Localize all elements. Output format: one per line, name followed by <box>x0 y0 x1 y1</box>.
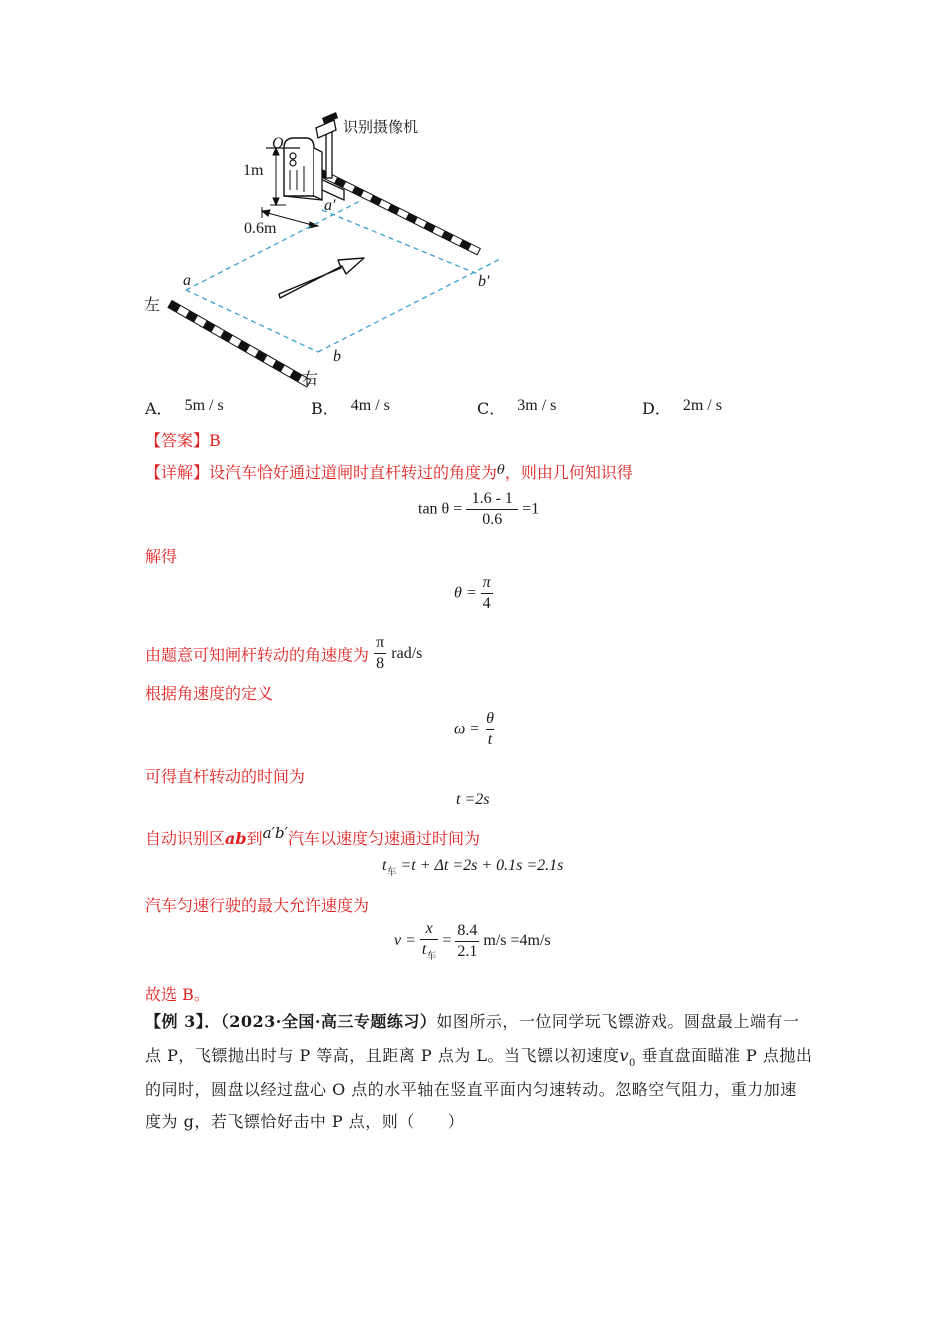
gate-machine <box>284 138 344 200</box>
zone-line: 自动识别区ab到a′b′汽车以速度匀速通过时间为 <box>145 824 480 848</box>
option-b[interactable]: B． 4m / s <box>311 397 390 418</box>
equation-tan: tan θ = $\frac{1.6 - 1}{0.6}$ =1 <box>418 490 540 529</box>
max-speed-line: 汽车匀速行驶的最大允许速度为 <box>145 896 370 915</box>
width-label: 0.6m <box>244 220 277 237</box>
point-b-prime-label: b′ <box>478 273 490 290</box>
point-o-label: O <box>272 135 284 152</box>
direction-arrow-icon <box>279 258 364 298</box>
point-b-label: b <box>333 348 341 365</box>
point-a-label: a <box>183 272 191 289</box>
detection-zone <box>186 200 502 352</box>
detail-line: 【详解】设汽车恰好通过道闸时直杆转过的角度为$^\theta$，则由几何知识得 <box>145 463 633 482</box>
option-d[interactable]: D． 2m / s <box>642 397 722 418</box>
gate-figure <box>0 0 950 400</box>
height-label: 1m <box>243 162 264 179</box>
equation-time: t =2s <box>456 791 490 808</box>
equation-car-time: $t_车 =t + \Delta t =2s + 0.1s =2.1s$ <box>382 857 564 878</box>
example-3-line1: 【例 3】．（2023·全国·高三专题练习）如图所示，一位同学玩飞镖游戏。圆盘最上端有一 <box>145 1012 800 1031</box>
left-label: 左 <box>144 295 161 314</box>
time-line: 可得直杆转动的时间为 <box>145 767 306 786</box>
example-3-line4: 度为 g，若飞镖恰好击中 P 点，则（ ） <box>145 1112 465 1131</box>
option-a[interactable]: A． 5m / s <box>145 397 224 418</box>
equation-omega: ω = $\frac{\theta}{t}$ <box>454 710 494 749</box>
gate-arm-lower <box>168 301 311 387</box>
option-c[interactable]: C． 3m / s <box>477 397 557 418</box>
equation-theta: θ = $\frac{\pi}{4}$ <box>454 574 491 613</box>
definition-line: 根据角速度的定义 <box>145 684 274 703</box>
answer-line: 【答案】B <box>145 431 221 450</box>
example-3-line2: 点 P，飞镖抛出时与 P 等高，且距离 P 点为 L。当飞镖以初速度$v_0$ 垂直盘面瞄准 P 点抛出 <box>145 1046 813 1069</box>
equation-speed: v = $\frac{x}{t_车}$ = $\frac{8.4}{2.1}$ m/s =4m/s <box>394 920 551 963</box>
point-a-prime-label: a′ <box>324 197 336 214</box>
conclusion-line: 故选 B。 <box>145 985 210 1004</box>
omega-line: 由题意可知闸杆转动的角速度为 $\frac{\pi}{8}$ rad/s <box>145 634 423 673</box>
right-label: 右 <box>302 369 319 388</box>
camera-label: 识别摄像机 <box>343 118 419 136</box>
example-3-line3: 的同时，圆盘以经过盘心 O 点的水平轴在竖直平面内匀速转动。忽略空气阻力，重力加速 <box>145 1080 797 1099</box>
solve-label: 解得 <box>145 547 178 566</box>
